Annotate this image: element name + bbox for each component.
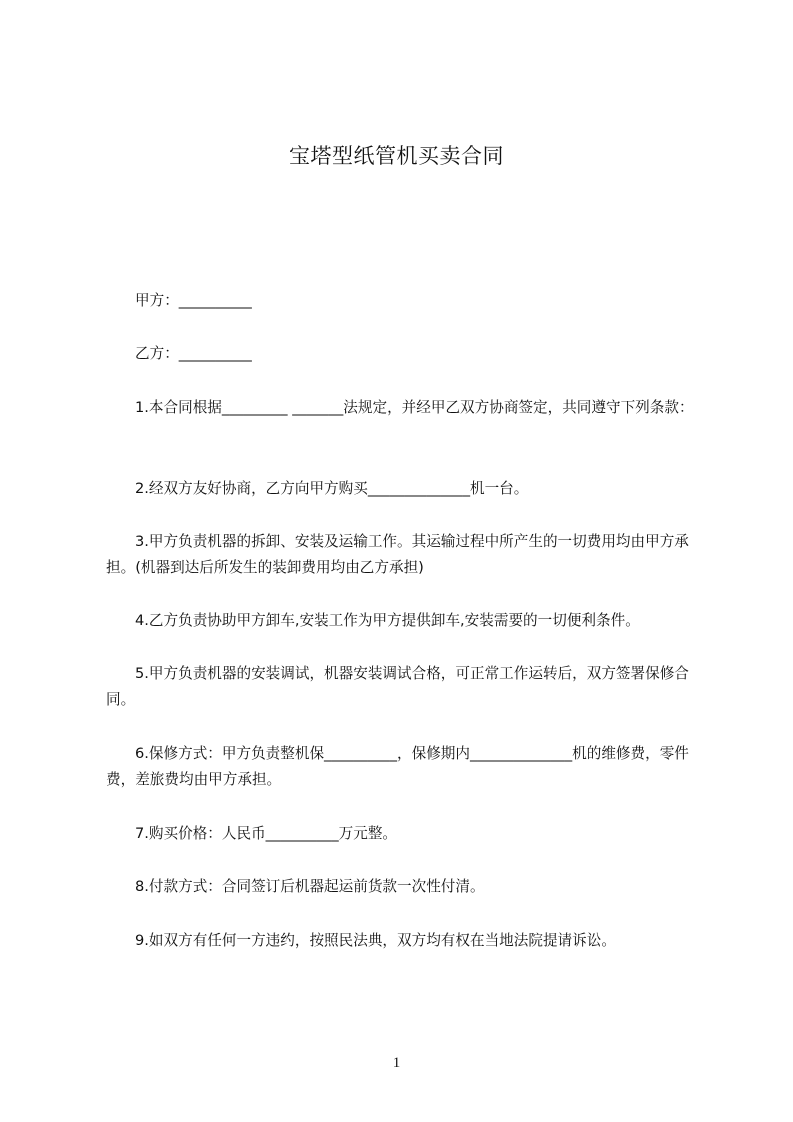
document-title: 宝塔型纸管机买卖合同 [289,144,504,168]
page-number: 1 [392,1055,401,1071]
party-a-line: 甲方：__________ [135,292,252,309]
clause-3: 3.甲方负责机器的拆卸、安装及运输工作。其运输过程中所产生的一切费用均由甲方承担。(机器到达后所发生的装卸费用均由乙方承担) [106,533,689,576]
clause-2: 2.经双方友好协商，乙方向甲方购买______________机一台。 [135,480,529,497]
clause-6: 6.保修方式：甲方负责整机保__________，保修期内______________机的维修费，零件费，差旅费均由甲方承担。 [106,745,689,788]
clause-9: 9.如双方有任何一方违约，按照民法典，双方均有权在当地法院提请诉讼。 [135,932,616,949]
party-b-line: 乙方：__________ [135,345,252,362]
clause-1: 1.本合同根据_________ _______法规定，并经甲乙双方协商签定，共同遵守下列条款： [135,399,694,416]
clause-7: 7.购买价格：人民币__________万元整。 [135,825,398,842]
clause-5: 5.甲方负责机器的安装调试，机器安装调试合格，可正常工作运转后，双方签署保修合同。 [106,665,689,708]
clause-8: 8.付款方式：合同签订后机器起运前货款一次性付清。 [135,878,485,895]
clause-4: 4.乙方负责协助甲方卸车,安装工作为甲方提供卸车,安装需要的一切便利条件。 [135,612,640,629]
